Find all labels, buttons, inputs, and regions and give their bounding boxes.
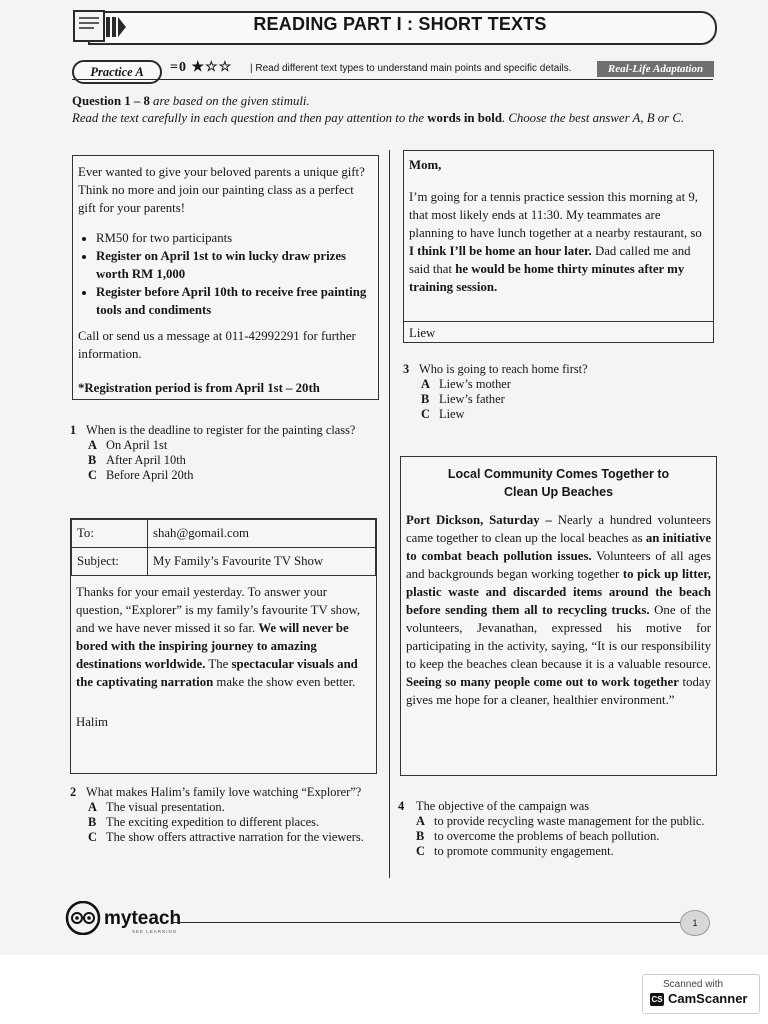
ad-note: *Registration period is from April 1st – 20th bbox=[78, 381, 320, 395]
question-2 bbox=[70, 785, 375, 845]
scanner-caption: Scanned with bbox=[663, 979, 724, 990]
ad-bullet: • Register on April 1st to win lucky draw prizes worth RM 1,000 bbox=[96, 247, 373, 283]
star-empty-icon: ☆☆ bbox=[205, 60, 233, 75]
option-a[interactable]: A The visual presentation. bbox=[88, 800, 225, 814]
option-c[interactable]: C Before April 20th bbox=[88, 468, 194, 482]
ad-bullet: • RM50 for two participants bbox=[96, 229, 373, 247]
difficulty-indicator bbox=[170, 59, 232, 76]
option-c[interactable]: C Liew bbox=[421, 407, 465, 421]
email-header-table bbox=[71, 519, 376, 576]
news-headline: Local Community Comes Together to Clean Up Beaches bbox=[447, 467, 670, 499]
option-c[interactable]: C to promote community engagement. bbox=[416, 844, 614, 858]
option-b[interactable]: B to overcome the problems of beach pollution. bbox=[416, 829, 660, 843]
page-number: 1 bbox=[680, 910, 710, 936]
ad-intro: Ever wanted to give your beloved parents a unique gift? Think no more and join our painting class as a perfect gift for your parents! bbox=[78, 165, 365, 215]
note-greeting: Mom, bbox=[409, 158, 442, 172]
email-subject-value: My Family’s Favourite TV Show bbox=[148, 548, 376, 576]
ad-contact: Call or send us a message at 011-42992291 for further information. bbox=[78, 329, 356, 361]
book-icon bbox=[72, 7, 130, 45]
myteach-logo-icon bbox=[64, 901, 102, 935]
option-a[interactable]: A Liew’s mother bbox=[421, 377, 511, 391]
note-body: I’m going for a tennis practice session this morning at 9, that most likely ends at 11:30. My teammates are planning to have lunch together at a nearby restaurant, so I think I’ll be home an hour later. Dad called me and said that he would be home thirty minutes after my training session. bbox=[409, 190, 702, 294]
option-c[interactable]: C The show offers attractive narration for the viewers. bbox=[88, 830, 364, 844]
star-filled-icon: ★ bbox=[191, 60, 206, 75]
footer-rule bbox=[172, 922, 682, 923]
note-to-mom bbox=[403, 150, 714, 343]
question-1 bbox=[70, 423, 385, 483]
question-text: Who is going to reach home first? bbox=[419, 362, 588, 376]
camscanner-logo-icon: CS bbox=[651, 995, 663, 1004]
question-number: 4 bbox=[398, 799, 405, 813]
email-subject-label: Subject: bbox=[72, 548, 148, 576]
option-a[interactable]: A to provide recycling waste management for the public. bbox=[416, 814, 705, 828]
option-b[interactable]: B The exciting expedition to different places. bbox=[88, 815, 320, 829]
email-to-label: To: bbox=[72, 520, 148, 548]
question-number: 2 bbox=[70, 785, 77, 799]
real-life-tag: Real-Life Adaptation bbox=[597, 61, 714, 77]
news-article bbox=[400, 456, 717, 776]
question-3 bbox=[403, 362, 713, 422]
question-4 bbox=[398, 799, 718, 859]
intro-line2-bold: words in bold bbox=[427, 111, 502, 125]
painting-class-ad bbox=[72, 155, 379, 400]
practice-label: Practice A bbox=[72, 60, 162, 84]
question-number: 1 bbox=[70, 423, 77, 437]
brand-tagline: SEE LEARNING bbox=[132, 929, 178, 934]
option-b[interactable]: B After April 10th bbox=[88, 453, 186, 467]
practice-rule bbox=[72, 79, 713, 80]
ad-bullets bbox=[78, 229, 373, 319]
email-message bbox=[70, 518, 377, 774]
column-divider bbox=[389, 150, 390, 878]
question-text: The objective of the campaign was bbox=[416, 799, 590, 813]
question-instructions bbox=[72, 93, 722, 127]
ad-bullet: • Register before April 10th to receive free painting tools and condiments bbox=[96, 283, 373, 319]
news-body: Port Dickson, Saturday – Nearly a hundred volunteers came together to clean up the local beaches as an initiative to combat beach pollution issues. Volunteers of all ages and backgrounds began working together to pick up litter, plastic waste and discarded items around the beach before sending them all to recycling trucks. One of the volunteers, Jevanathan, expressed his motive for participating in the activity, saying, “It is our responsibility to keep the beaches clean because it is a valuable resource. Seeing so many people come out to work together today gives me hope for a cleaner, healthier environment.” bbox=[406, 513, 712, 707]
question-number: 3 bbox=[403, 362, 410, 376]
option-a[interactable]: A On April 1st bbox=[88, 438, 168, 452]
email-body: Thanks for your email yesterday. To answer your question, “Explorer” is my family’s favourite TV show, and we have never missed it so far. We will never be bored with the inspiring journey to amazing destinations worldwide. The spectacular visuals and the captivating narration make the show even better. Halim bbox=[71, 576, 376, 738]
question-text: When is the deadline to register for the painting class? bbox=[86, 423, 356, 437]
email-signature: Halim bbox=[76, 715, 108, 729]
practice-description: | Read different text types to understand main points and specific details. bbox=[250, 63, 572, 74]
intro-line2b: . Choose the best answer A, B or C. bbox=[501, 111, 685, 125]
email-to-value: shah@gomail.com bbox=[148, 520, 376, 548]
scanner-app-name: CamScanner bbox=[668, 991, 748, 1006]
difficulty-glyph: =0 bbox=[170, 60, 187, 75]
brand-name: myteach bbox=[104, 908, 182, 929]
option-b[interactable]: B Liew’s father bbox=[421, 392, 505, 406]
intro-line2a: Read the text carefully in each question and then pay attention to the bbox=[72, 111, 428, 125]
note-signature: Liew bbox=[409, 326, 436, 340]
question-range: Question 1 – 8 bbox=[72, 94, 150, 108]
page-title: READING PART I : SHORT TEXTS bbox=[253, 14, 547, 34]
question-text: What makes Halim’s family love watching “Explorer”? bbox=[86, 785, 362, 799]
intro-line1: are based on the given stimuli. bbox=[149, 94, 310, 108]
